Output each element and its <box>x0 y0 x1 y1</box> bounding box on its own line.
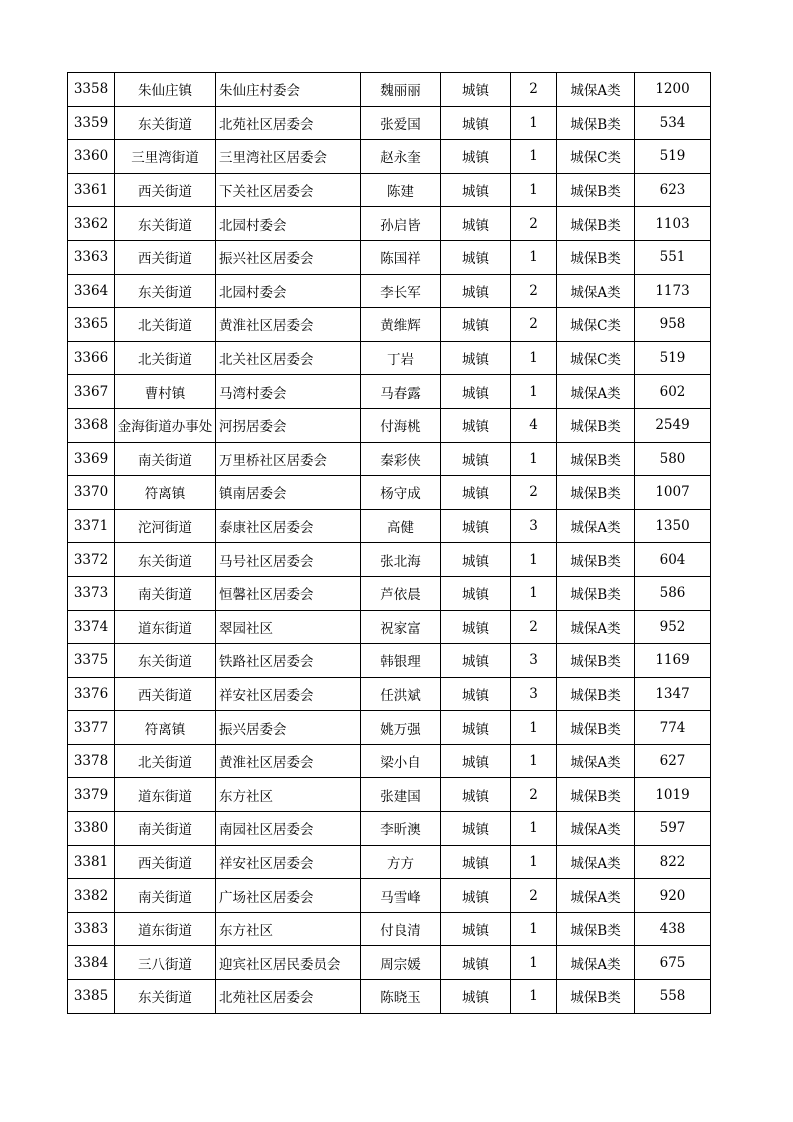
street-cell: 三八街道 <box>115 946 216 980</box>
household-size-cell: 2 <box>511 207 557 241</box>
household-size-cell: 1 <box>511 980 557 1014</box>
row-number-cell: 3360 <box>68 140 115 174</box>
household-size-cell: 1 <box>511 442 557 476</box>
category-cell: 城保A类 <box>557 946 635 980</box>
table-row <box>68 778 711 812</box>
household-size-cell: 1 <box>511 173 557 207</box>
committee-cell: 祥安社区居委会 <box>216 845 361 879</box>
residence-type-cell: 城镇 <box>441 778 511 812</box>
row-number-cell: 3368 <box>68 408 115 442</box>
name-cell: 丁岩 <box>361 341 441 375</box>
category-cell: 城保C类 <box>557 308 635 342</box>
household-size-cell: 1 <box>511 375 557 409</box>
amount-cell: 1347 <box>635 677 711 711</box>
street-cell: 东关街道 <box>115 274 216 308</box>
name-cell: 陈国祥 <box>361 240 441 274</box>
table-row <box>68 610 711 644</box>
household-size-cell: 1 <box>511 140 557 174</box>
row-number-cell: 3384 <box>68 946 115 980</box>
committee-cell: 振兴社区居委会 <box>216 240 361 274</box>
table-row <box>68 543 711 577</box>
committee-cell: 朱仙庄村委会 <box>216 73 361 107</box>
committee-cell: 河拐居委会 <box>216 408 361 442</box>
household-size-cell: 1 <box>511 106 557 140</box>
row-number-cell: 3358 <box>68 73 115 107</box>
amount-cell: 438 <box>635 912 711 946</box>
street-cell: 北关街道 <box>115 308 216 342</box>
committee-cell: 北园村委会 <box>216 207 361 241</box>
table-row <box>68 509 711 543</box>
name-cell: 芦依晨 <box>361 576 441 610</box>
household-size-cell: 1 <box>511 744 557 778</box>
name-cell: 孙启皆 <box>361 207 441 241</box>
amount-cell: 1350 <box>635 509 711 543</box>
residence-type-cell: 城镇 <box>441 845 511 879</box>
household-size-cell: 2 <box>511 476 557 510</box>
name-cell: 任洪斌 <box>361 677 441 711</box>
residence-type-cell: 城镇 <box>441 509 511 543</box>
row-number-cell: 3364 <box>68 274 115 308</box>
name-cell: 梁小自 <box>361 744 441 778</box>
amount-cell: 958 <box>635 308 711 342</box>
row-number-cell: 3367 <box>68 375 115 409</box>
category-cell: 城保C类 <box>557 341 635 375</box>
row-number-cell: 3365 <box>68 308 115 342</box>
table-row <box>68 644 711 678</box>
committee-cell: 黄淮社区居委会 <box>216 308 361 342</box>
table-row <box>68 912 711 946</box>
roster-body <box>68 73 711 1014</box>
committee-cell: 北苑社区居委会 <box>216 980 361 1014</box>
table-row <box>68 476 711 510</box>
amount-cell: 2549 <box>635 408 711 442</box>
row-number-cell: 3378 <box>68 744 115 778</box>
row-number-cell: 3383 <box>68 912 115 946</box>
street-cell: 东关街道 <box>115 543 216 577</box>
amount-cell: 519 <box>635 341 711 375</box>
name-cell: 付良清 <box>361 912 441 946</box>
row-number-cell: 3362 <box>68 207 115 241</box>
row-number-cell: 3366 <box>68 341 115 375</box>
amount-cell: 627 <box>635 744 711 778</box>
street-cell: 朱仙庄镇 <box>115 73 216 107</box>
table-row <box>68 879 711 913</box>
table-row <box>68 274 711 308</box>
street-cell: 南关街道 <box>115 576 216 610</box>
street-cell: 三里湾街道 <box>115 140 216 174</box>
name-cell: 李昕澳 <box>361 812 441 846</box>
row-number-cell: 3370 <box>68 476 115 510</box>
committee-cell: 南园社区居委会 <box>216 812 361 846</box>
street-cell: 符离镇 <box>115 476 216 510</box>
residence-type-cell: 城镇 <box>441 946 511 980</box>
table-row <box>68 207 711 241</box>
street-cell: 曹村镇 <box>115 375 216 409</box>
category-cell: 城保A类 <box>557 73 635 107</box>
row-number-cell: 3382 <box>68 879 115 913</box>
name-cell: 马雪峰 <box>361 879 441 913</box>
amount-cell: 602 <box>635 375 711 409</box>
committee-cell: 黄淮社区居委会 <box>216 744 361 778</box>
residence-type-cell: 城镇 <box>441 711 511 745</box>
category-cell: 城保A类 <box>557 879 635 913</box>
row-number-cell: 3374 <box>68 610 115 644</box>
name-cell: 魏丽丽 <box>361 73 441 107</box>
category-cell: 城保B类 <box>557 711 635 745</box>
amount-cell: 675 <box>635 946 711 980</box>
amount-cell: 1103 <box>635 207 711 241</box>
name-cell: 张建国 <box>361 778 441 812</box>
residence-type-cell: 城镇 <box>441 543 511 577</box>
street-cell: 北关街道 <box>115 341 216 375</box>
category-cell: 城保A类 <box>557 744 635 778</box>
committee-cell: 振兴居委会 <box>216 711 361 745</box>
amount-cell: 1200 <box>635 73 711 107</box>
street-cell: 沱河街道 <box>115 509 216 543</box>
residence-type-cell: 城镇 <box>441 274 511 308</box>
row-number-cell: 3381 <box>68 845 115 879</box>
street-cell: 东关街道 <box>115 207 216 241</box>
table-row <box>68 173 711 207</box>
committee-cell: 三里湾社区居委会 <box>216 140 361 174</box>
name-cell: 韩银理 <box>361 644 441 678</box>
street-cell: 道东街道 <box>115 610 216 644</box>
row-number-cell: 3377 <box>68 711 115 745</box>
amount-cell: 774 <box>635 711 711 745</box>
committee-cell: 恒馨社区居委会 <box>216 576 361 610</box>
street-cell: 符离镇 <box>115 711 216 745</box>
amount-cell: 623 <box>635 173 711 207</box>
committee-cell: 翠园社区 <box>216 610 361 644</box>
name-cell: 马春露 <box>361 375 441 409</box>
household-size-cell: 3 <box>511 644 557 678</box>
household-size-cell: 4 <box>511 408 557 442</box>
amount-cell: 952 <box>635 610 711 644</box>
table-row <box>68 341 711 375</box>
residence-type-cell: 城镇 <box>441 576 511 610</box>
name-cell: 高健 <box>361 509 441 543</box>
name-cell: 张爱国 <box>361 106 441 140</box>
residence-type-cell: 城镇 <box>441 879 511 913</box>
category-cell: 城保A类 <box>557 375 635 409</box>
committee-cell: 北关社区居委会 <box>216 341 361 375</box>
residence-type-cell: 城镇 <box>441 240 511 274</box>
name-cell: 黄维辉 <box>361 308 441 342</box>
street-cell: 道东街道 <box>115 778 216 812</box>
committee-cell: 万里桥社区居委会 <box>216 442 361 476</box>
residence-type-cell: 城镇 <box>441 341 511 375</box>
household-size-cell: 1 <box>511 543 557 577</box>
table-row <box>68 308 711 342</box>
committee-cell: 下关社区居委会 <box>216 173 361 207</box>
household-size-cell: 1 <box>511 912 557 946</box>
committee-cell: 镇南居委会 <box>216 476 361 510</box>
household-size-cell: 1 <box>511 845 557 879</box>
street-cell: 西关街道 <box>115 173 216 207</box>
household-size-cell: 2 <box>511 308 557 342</box>
table-row <box>68 677 711 711</box>
category-cell: 城保B类 <box>557 173 635 207</box>
street-cell: 金海街道办事处 <box>115 408 216 442</box>
residence-type-cell: 城镇 <box>441 106 511 140</box>
table-row <box>68 408 711 442</box>
category-cell: 城保B类 <box>557 408 635 442</box>
row-number-cell: 3380 <box>68 812 115 846</box>
amount-cell: 534 <box>635 106 711 140</box>
amount-cell: 920 <box>635 879 711 913</box>
household-size-cell: 1 <box>511 240 557 274</box>
residence-type-cell: 城镇 <box>441 912 511 946</box>
residence-type-cell: 城镇 <box>441 812 511 846</box>
table-row <box>68 711 711 745</box>
committee-cell: 北园村委会 <box>216 274 361 308</box>
residence-type-cell: 城镇 <box>441 173 511 207</box>
amount-cell: 580 <box>635 442 711 476</box>
residence-type-cell: 城镇 <box>441 644 511 678</box>
row-number-cell: 3369 <box>68 442 115 476</box>
committee-cell: 马号社区居委会 <box>216 543 361 577</box>
row-number-cell: 3361 <box>68 173 115 207</box>
household-size-cell: 2 <box>511 610 557 644</box>
household-size-cell: 1 <box>511 711 557 745</box>
category-cell: 城保B类 <box>557 912 635 946</box>
committee-cell: 东方社区 <box>216 912 361 946</box>
street-cell: 东关街道 <box>115 980 216 1014</box>
name-cell: 付海桃 <box>361 408 441 442</box>
residence-type-cell: 城镇 <box>441 140 511 174</box>
row-number-cell: 3372 <box>68 543 115 577</box>
row-number-cell: 3379 <box>68 778 115 812</box>
household-size-cell: 2 <box>511 879 557 913</box>
street-cell: 东关街道 <box>115 106 216 140</box>
table-row <box>68 812 711 846</box>
household-size-cell: 1 <box>511 812 557 846</box>
roster-table <box>67 72 711 1014</box>
name-cell: 张北海 <box>361 543 441 577</box>
name-cell: 秦彩侠 <box>361 442 441 476</box>
amount-cell: 519 <box>635 140 711 174</box>
table-row <box>68 375 711 409</box>
household-size-cell: 3 <box>511 509 557 543</box>
table-row <box>68 980 711 1014</box>
row-number-cell: 3371 <box>68 509 115 543</box>
category-cell: 城保B类 <box>557 576 635 610</box>
category-cell: 城保C类 <box>557 140 635 174</box>
street-cell: 道东街道 <box>115 912 216 946</box>
amount-cell: 1007 <box>635 476 711 510</box>
row-number-cell: 3385 <box>68 980 115 1014</box>
row-number-cell: 3375 <box>68 644 115 678</box>
name-cell: 姚万强 <box>361 711 441 745</box>
table-row <box>68 946 711 980</box>
household-size-cell: 1 <box>511 341 557 375</box>
residence-type-cell: 城镇 <box>441 610 511 644</box>
street-cell: 南关街道 <box>115 879 216 913</box>
category-cell: 城保A类 <box>557 509 635 543</box>
amount-cell: 1019 <box>635 778 711 812</box>
committee-cell: 广场社区居委会 <box>216 879 361 913</box>
residence-type-cell: 城镇 <box>441 442 511 476</box>
category-cell: 城保B类 <box>557 778 635 812</box>
committee-cell: 泰康社区居委会 <box>216 509 361 543</box>
category-cell: 城保A类 <box>557 845 635 879</box>
category-cell: 城保B类 <box>557 644 635 678</box>
street-cell: 南关街道 <box>115 442 216 476</box>
household-size-cell: 2 <box>511 778 557 812</box>
name-cell: 陈建 <box>361 173 441 207</box>
amount-cell: 604 <box>635 543 711 577</box>
street-cell: 东关街道 <box>115 644 216 678</box>
street-cell: 西关街道 <box>115 845 216 879</box>
street-cell: 西关街道 <box>115 677 216 711</box>
category-cell: 城保A类 <box>557 274 635 308</box>
street-cell: 西关街道 <box>115 240 216 274</box>
committee-cell: 迎宾社区居民委员会 <box>216 946 361 980</box>
category-cell: 城保B类 <box>557 677 635 711</box>
category-cell: 城保B类 <box>557 106 635 140</box>
committee-cell: 北苑社区居委会 <box>216 106 361 140</box>
name-cell: 杨守成 <box>361 476 441 510</box>
table-row <box>68 73 711 107</box>
household-size-cell: 3 <box>511 677 557 711</box>
household-size-cell: 2 <box>511 73 557 107</box>
row-number-cell: 3376 <box>68 677 115 711</box>
name-cell: 赵永奎 <box>361 140 441 174</box>
table-row <box>68 744 711 778</box>
category-cell: 城保B类 <box>557 207 635 241</box>
residence-type-cell: 城镇 <box>441 308 511 342</box>
name-cell: 周宗媛 <box>361 946 441 980</box>
row-number-cell: 3359 <box>68 106 115 140</box>
category-cell: 城保A类 <box>557 610 635 644</box>
household-size-cell: 1 <box>511 946 557 980</box>
committee-cell: 马湾村委会 <box>216 375 361 409</box>
amount-cell: 597 <box>635 812 711 846</box>
name-cell: 李长军 <box>361 274 441 308</box>
residence-type-cell: 城镇 <box>441 677 511 711</box>
amount-cell: 822 <box>635 845 711 879</box>
table-row <box>68 845 711 879</box>
household-size-cell: 1 <box>511 576 557 610</box>
residence-type-cell: 城镇 <box>441 744 511 778</box>
street-cell: 北关街道 <box>115 744 216 778</box>
residence-type-cell: 城镇 <box>441 375 511 409</box>
category-cell: 城保B类 <box>557 240 635 274</box>
table-row <box>68 106 711 140</box>
residence-type-cell: 城镇 <box>441 476 511 510</box>
table-row <box>68 240 711 274</box>
residence-type-cell: 城镇 <box>441 207 511 241</box>
row-number-cell: 3373 <box>68 576 115 610</box>
category-cell: 城保A类 <box>557 812 635 846</box>
category-cell: 城保B类 <box>557 543 635 577</box>
table-row <box>68 442 711 476</box>
category-cell: 城保B类 <box>557 442 635 476</box>
committee-cell: 东方社区 <box>216 778 361 812</box>
amount-cell: 1169 <box>635 644 711 678</box>
category-cell: 城保B类 <box>557 980 635 1014</box>
residence-type-cell: 城镇 <box>441 73 511 107</box>
street-cell: 南关街道 <box>115 812 216 846</box>
name-cell: 陈晓玉 <box>361 980 441 1014</box>
amount-cell: 558 <box>635 980 711 1014</box>
amount-cell: 551 <box>635 240 711 274</box>
name-cell: 方方 <box>361 845 441 879</box>
residence-type-cell: 城镇 <box>441 408 511 442</box>
table-row <box>68 576 711 610</box>
committee-cell: 铁路社区居委会 <box>216 644 361 678</box>
amount-cell: 1173 <box>635 274 711 308</box>
residence-type-cell: 城镇 <box>441 980 511 1014</box>
committee-cell: 祥安社区居委会 <box>216 677 361 711</box>
name-cell: 祝家富 <box>361 610 441 644</box>
amount-cell: 586 <box>635 576 711 610</box>
household-size-cell: 2 <box>511 274 557 308</box>
row-number-cell: 3363 <box>68 240 115 274</box>
category-cell: 城保B类 <box>557 476 635 510</box>
table-row <box>68 140 711 174</box>
